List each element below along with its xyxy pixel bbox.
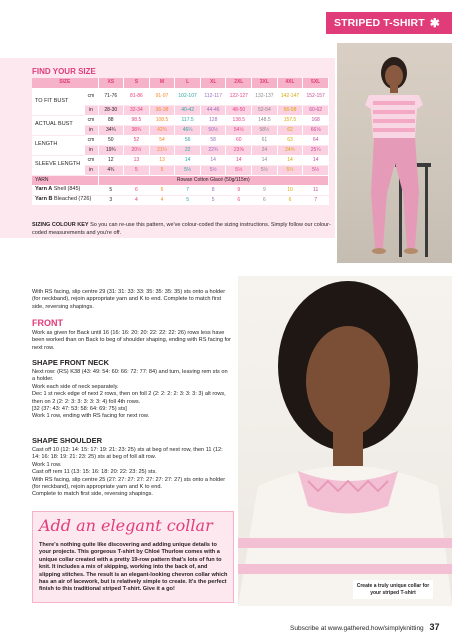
size-table: [32, 78, 329, 206]
table-cell: 52-54: [252, 105, 278, 115]
table-cell: 14: [175, 155, 201, 165]
size-header-cell: 3XL: [252, 78, 278, 88]
shoulder-line: With RS facing, slip centre 25 (27: 27: 27: 27: 27: 27: 27: 27) sts onto a holder (for neckband), rejoin appropriate yarn and K to end.: [32, 476, 226, 491]
front-neck-line: Work each side of neck separately.: [32, 383, 119, 390]
table-cell: 4: [124, 195, 150, 205]
table-cell: 5½: [252, 165, 278, 175]
page-footer: [290, 622, 440, 632]
row-label: TO FIT BUST: [32, 88, 84, 115]
yarn-letter: Yarn A: [35, 186, 53, 193]
table-cell: 91-97: [149, 88, 175, 105]
table-cell: 14: [200, 155, 226, 165]
yarn-letter: Yarn B: [35, 196, 53, 203]
yarn-amount-label: [32, 185, 98, 195]
table-cell: 88: [98, 115, 124, 125]
table-cell: 40-42: [175, 105, 201, 115]
table-cell: 5: [124, 165, 150, 175]
table-cell: 117.5: [175, 115, 201, 125]
table-cell: 46¼: [175, 125, 201, 135]
size-table-title: FIND YOUR SIZE: [32, 67, 96, 76]
sizing-key-text: So you can re-use this pattern, we've colour-coded the sizing instructions. Simply follow our colour-coded measurements and you're off.: [32, 222, 331, 236]
table-cell: 50½: [200, 125, 226, 135]
asterisk-icon: ✱: [429, 16, 440, 30]
table-cell: 112-117: [200, 88, 226, 105]
table-cell: 14: [226, 155, 252, 165]
row-label: ACTUAL BUST: [32, 115, 84, 135]
table-cell: 138.5: [226, 115, 252, 125]
table-cell: 81-86: [124, 88, 150, 105]
table-cell: 3: [98, 195, 124, 205]
footer-subscribe-text: Subscribe at www.gathered.how/simplyknitting: [290, 625, 424, 632]
table-cell: 22: [175, 145, 201, 155]
table-cell: 36-38: [149, 105, 175, 115]
table-cell: 6: [124, 185, 150, 195]
collar-title: Add an elegant collar: [39, 516, 213, 535]
shoulder-line: Work 1 row.: [32, 461, 62, 468]
table-cell: 7: [303, 195, 329, 205]
table-cell: 42¾: [149, 125, 175, 135]
table-cell: 9: [252, 185, 278, 195]
yarn-label: YARN: [32, 175, 98, 185]
table-row: [32, 135, 329, 145]
front-neck-body: [32, 369, 232, 421]
table-cell: 4¾: [98, 165, 124, 175]
table-row: [32, 88, 329, 105]
table-cell: 62: [277, 125, 303, 135]
table-cell: 64: [303, 135, 329, 145]
shoulder-line: Cast off 10 (12: 14: 15: 17: 19: 21: 23: 25) sts at beg of next row, then 11 (12: 14: 16: 18: 19: 21: 23: 25) sts at beg of foll alt row.: [32, 447, 223, 461]
table-cell: 5½: [226, 165, 252, 175]
table-cell: 20½: [124, 145, 150, 155]
table-cell: 13: [124, 155, 150, 165]
table-cell: 14: [303, 155, 329, 165]
table-cell: 5: [149, 165, 175, 175]
front-neck-line: Next row: (RS) K38 (43: 49: 54: 60: 66: 72: 77: 84) and turn, leaving rem sts on a holder.: [32, 369, 228, 383]
shoulder-heading: SHAPE SHOULDER: [32, 436, 103, 445]
table-cell: 52: [124, 135, 150, 145]
sizing-colour-key: [32, 222, 332, 237]
sizing-key-label: SIZING COLOUR KEY: [32, 222, 89, 228]
table-cell: 28-30: [98, 105, 124, 115]
table-cell: 8: [200, 185, 226, 195]
model-portrait-icon: [238, 276, 452, 606]
model-photo-collar-closeup: [238, 276, 452, 606]
yarn-row: [32, 175, 329, 185]
table-cell: 168: [303, 115, 329, 125]
intro-paragraph: With RS facing, slip centre 29 (31: 31: 33: 33: 35: 35: 35: 35) sts onto a holder (for neckband), rejoin appropriate yarn and K to end. Complete to match first side, reversing shapings.: [32, 289, 226, 310]
table-cell: 9: [226, 185, 252, 195]
table-cell: 56: [175, 135, 201, 145]
table-cell: 12: [98, 155, 124, 165]
size-header-cell: L: [175, 78, 201, 88]
size-header-row: [32, 78, 329, 88]
table-cell: 21¼: [149, 145, 175, 155]
size-header-cell: XL: [200, 78, 226, 88]
table-cell: 58: [200, 135, 226, 145]
front-neck-line: Work 1 row, ending with RS facing for next row.: [32, 413, 150, 420]
front-heading: FRONT: [32, 318, 63, 328]
row-unit: in: [84, 165, 98, 175]
row-label: SLEEVE LENGTH: [32, 155, 84, 175]
table-cell: 5: [98, 185, 124, 195]
table-cell: 122-127: [226, 88, 252, 105]
table-cell: 61: [252, 135, 278, 145]
row-label: LENGTH: [32, 135, 84, 155]
front-paragraph: Work as given for Back until 16 (16: 16: 20: 20: 22: 22: 22: 26) rows less have been worked than on Back to beg of shoulder shaping, ending with RS facing for next row.: [32, 330, 232, 351]
row-unit: in: [84, 145, 98, 155]
table-cell: 22¾: [200, 145, 226, 155]
table-cell: 5½: [277, 165, 303, 175]
table-cell: 5: [200, 195, 226, 205]
row-unit: in: [84, 125, 98, 135]
size-header-cell: S: [124, 78, 150, 88]
table-cell: 10: [277, 185, 303, 195]
table-cell: 5: [175, 195, 201, 205]
section-header-tab: [326, 12, 452, 34]
photo-caption: Create a truly unique collar for your striped T-shirt: [353, 580, 433, 599]
table-cell: 152-157: [303, 88, 329, 105]
table-cell: 54½: [226, 125, 252, 135]
table-cell: 50: [98, 135, 124, 145]
yarn-amount-row: [32, 185, 329, 195]
yarn-name: Rowan Cotton Glacé (50g/115m): [98, 175, 328, 185]
front-neck-line: [32 (37: 43: 47: 53: 58: 64: 69: 75) sts]: [32, 406, 127, 413]
table-cell: 11: [303, 185, 329, 195]
table-cell: 6: [277, 195, 303, 205]
table-cell: 14: [252, 155, 278, 165]
size-header-cell: XS: [98, 78, 124, 88]
size-header-cell: 5XL: [303, 78, 329, 88]
yarn-detail: Bleached (726): [53, 196, 92, 203]
model-photo-full-length: [337, 43, 452, 263]
table-cell: 132-137: [252, 88, 278, 105]
table-cell: 102-107: [175, 88, 201, 105]
table-cell: 24¾: [277, 145, 303, 155]
table-cell: 25¼: [303, 145, 329, 155]
table-cell: 54: [149, 135, 175, 145]
table-cell: 6: [226, 195, 252, 205]
row-unit: in: [84, 105, 98, 115]
shoulder-body: [32, 447, 232, 499]
table-cell: 108.5: [149, 115, 175, 125]
table-cell: 14: [277, 155, 303, 165]
table-cell: 38¾: [124, 125, 150, 135]
collar-feature-box: [32, 511, 234, 603]
table-cell: 6: [252, 195, 278, 205]
page-number: 37: [429, 622, 440, 632]
row-unit: cm: [84, 115, 98, 125]
table-cell: 5½: [175, 165, 201, 175]
table-cell: 23⅝: [226, 145, 252, 155]
table-cell: 60-62: [303, 105, 329, 115]
table-cell: 58½: [252, 125, 278, 135]
table-cell: 148.5: [252, 115, 278, 125]
table-cell: 44-46: [200, 105, 226, 115]
table-cell: 32-34: [124, 105, 150, 115]
shoulder-line: Cast off rem 11 (13: 15: 16: 18: 20: 22: 23: 25) sts.: [32, 469, 157, 476]
table-cell: 71-76: [98, 88, 124, 105]
yarn-detail: Shell (845): [53, 186, 81, 193]
table-row: [32, 115, 329, 125]
yarn-amount-row: [32, 195, 329, 205]
table-cell: 6: [149, 185, 175, 195]
table-cell: 24: [252, 145, 278, 155]
table-cell: 128: [200, 115, 226, 125]
table-cell: 4: [149, 195, 175, 205]
table-cell: 98.5: [124, 115, 150, 125]
table-row: [32, 155, 329, 165]
size-header-cell: 2XL: [226, 78, 252, 88]
table-cell: 66⅛: [303, 125, 329, 135]
row-unit: cm: [84, 88, 98, 105]
table-cell: 34¾: [98, 125, 124, 135]
size-header-cell: M: [149, 78, 175, 88]
table-cell: 142-147: [277, 88, 303, 105]
front-neck-line: Dec 1 st neck edge of next 2 rows, then on foll 2 (2: 2: 2: 2: 3: 3: 3: 3) alt rows, then on 2 (2: 2: 3: 3: 3: 3: 3: 4) foll 4th rows.: [32, 391, 226, 405]
model-illustration-icon: [337, 43, 452, 263]
section-title: STRIPED T-SHIRT: [334, 17, 425, 29]
table-cell: 48-50: [226, 105, 252, 115]
yarn-amount-label: [32, 195, 98, 205]
table-cell: 63: [277, 135, 303, 145]
shoulder-line: Complete to match first side, reversing shapings.: [32, 491, 153, 498]
table-cell: 19¾: [98, 145, 124, 155]
size-header-cell: 4XL: [277, 78, 303, 88]
row-unit: cm: [84, 135, 98, 145]
table-cell: 60: [226, 135, 252, 145]
table-cell: 157.5: [277, 115, 303, 125]
size-header-label: SIZE: [32, 78, 98, 88]
table-cell: 56-58: [277, 105, 303, 115]
table-cell: 5½: [200, 165, 226, 175]
table-cell: 13: [149, 155, 175, 165]
table-cell: 5½: [303, 165, 329, 175]
table-cell: 7: [175, 185, 201, 195]
row-unit: cm: [84, 155, 98, 165]
front-neck-heading: SHAPE FRONT NECK: [32, 358, 110, 367]
collar-text: There's nothing quite like discovering and adding unique details to your projects. This gorgeous T-shirt by Chloé Thurlow comes with a unique collar created with a pretty 19-row pattern that's lots of fun to knit. It includes a mix of skipping, working into the back of, and slipping stitches. The result is an elegant-looking chevron collar which has an air of lacework, but is relatively simple to create. It's the perfect finish to this traditional striped T-shirt. Give it a go!: [39, 542, 228, 593]
